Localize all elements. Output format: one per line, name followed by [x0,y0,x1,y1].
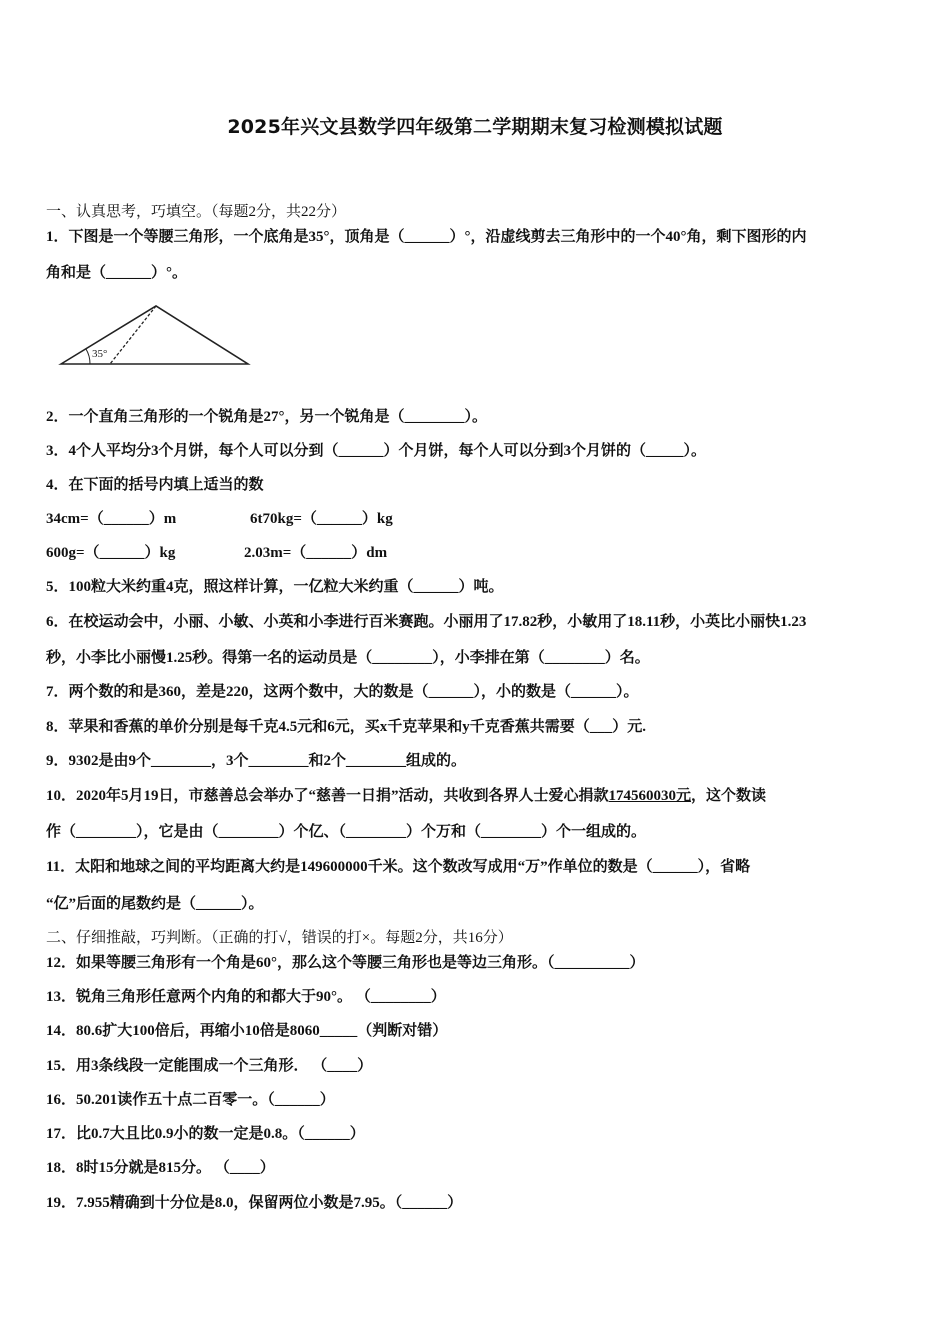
q4-item-g-to-kg: 600g=（______）kg [46,545,176,561]
question-8: 8．苹果和香蕉的单价分别是每千克4.5元和6元，买x千克苹果和y千克香蕉共需要（___）元. [46,719,647,735]
question-11-line-1: 11．太阳和地球之间的平均距离大约是149600000千米。这个数改写成用“万”作单位的数是（______），省略 [46,859,751,875]
dashed-cut-line [110,306,156,364]
question-2: 2．一个直角三角形的一个锐角是27°，另一个锐角是（________）。 [46,409,488,425]
question-4: 4．在下面的括号内填上适当的数 [46,477,264,493]
question-5: 5．100粒大米约重4克，照这样计算，一亿粒大米约重（______）吨。 [46,579,504,595]
q10-text-after: ，这个数读 [691,788,767,804]
question-10-line-2: 作（________），它是由（________）个亿、（________）个万和（________）个一组成的。 [46,824,647,840]
q4-item-t-to-kg: 6t70kg=（______）kg [250,511,393,527]
question-13: 13．锐角三角形任意两个内角的和都大于90°。 （________） [46,989,446,1005]
angle-arc [86,349,90,364]
section-2-heading: 二、仔细推敲，巧判断。（正确的打√，错误的打×。每题2分，共16分） [46,930,513,946]
question-10-line-1 [46,787,916,805]
question-9: 9．9302是由9个________，3个________和2个________组成的。 [46,753,467,769]
question-11-line-2: “亿”后面的尾数约是（______）。 [46,896,264,912]
question-17: 17．比0.7大且比0.9小的数一定是0.8。（______） [46,1126,365,1142]
q10-donation-amount: 174560030元 [608,788,692,804]
question-12: 12．如果等腰三角形有一个角是60°，那么这个等腰三角形也是等边三角形。（__________） [46,955,645,971]
q4-item-m-to-dm: 2.03m=（______）dm [244,545,388,561]
question-14: 14．80.6扩大100倍后，再缩小10倍是8060_____（判断对错） [46,1023,448,1039]
page-title: 2025年兴文县数学四年级第二学期期末复习检测模拟试题 [227,116,723,138]
question-4-row-2 [46,544,916,562]
question-16: 16．50.201读作五十点二百零一。（______） [46,1092,335,1108]
question-18: 18．8时15分就是815分。 （____） [46,1160,275,1176]
question-3: 3．4个人平均分3个月饼，每个人可以分到（______）个月饼，每个人可以分到3个月饼的（_____）。 [46,443,707,459]
question-7: 7．两个数的和是360，差是220，这两个数中，大的数是（______），小的数是（______）。 [46,684,639,700]
question-6-line-1: 6．在校运动会中，小丽、小敏、小英和小李进行百米赛跑。小丽用了17.82秒，小敏用了18.11秒，小英比小丽快1.23 [46,614,807,630]
question-19: 19．7.955精确到十分位是8.0，保留两位小数是7.95。（______） [46,1195,463,1211]
question-1-line-1: 1．下图是一个等腰三角形，一个底角是35°，顶角是（______）°，沿虚线剪去三角形中的一个40°角，剩下图形的内 [46,229,807,245]
q10-text-before: 10．2020年5月19日，市慈善总会举办了“慈善一日捐”活动，共收到各界人士爱心捐款 [46,788,609,804]
section-1-heading: 一、认真思考，巧填空。（每题2分，共22分） [46,204,347,220]
isosceles-triangle-figure [58,302,254,370]
q4-item-cm-to-m: 34cm=（______）m [46,511,177,527]
angle-label: 35° [92,348,108,360]
question-1-line-2: 角和是（______）°。 [46,265,187,281]
question-6-line-2: 秒，小李比小丽慢1.25秒。得第一名的运动员是（________），小李排在第（________）名。 [46,650,650,666]
question-4-row-1 [46,510,916,528]
question-15: 15．用3条线段一定能围成一个三角形． （____） [46,1058,373,1074]
